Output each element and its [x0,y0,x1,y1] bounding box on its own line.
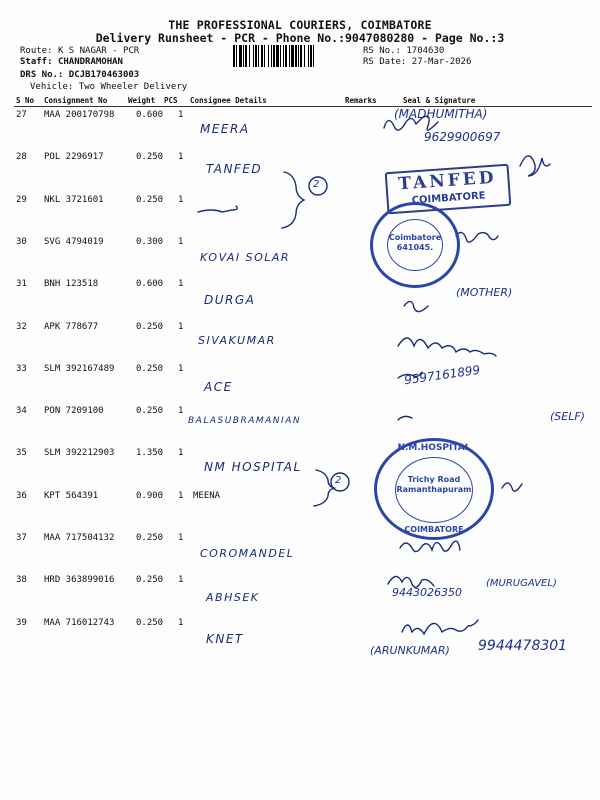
rs-date-label: RS Date: [363,57,407,67]
row-weight: 0.250 [136,406,164,417]
row-handwritten-consignee: KNET [206,631,244,646]
signature-28 [520,156,550,176]
row-sno: 33 [16,363,27,374]
hw-sig38-name: (MURUGAVEL) [486,578,557,589]
row-weight: 0.250 [136,152,164,163]
tanfed-stamp-name: TANFED [397,167,498,195]
company-title: THE PROFESSIONAL COURIERS, COIMBATORE [168,18,432,32]
row-handwritten-consignee: ABHSEK [206,591,260,605]
row-consignment-no: MAA 716012743 [44,617,115,628]
row-weight: 0.250 [136,617,164,628]
row-handwritten-consignee: COROMANDEL [200,547,295,560]
staff-label: Staff: [20,57,53,67]
row-weight: 1.350 [136,448,164,459]
col-consignee: Consignee Details [190,96,267,105]
col-pcs: PCS [164,96,178,105]
row-handwritten-consignee: SIVAKUMAR [198,333,276,347]
row-weight: 0.300 [136,236,164,247]
row-handwritten-consignee: BALASUBRAMANIAN [188,416,302,427]
row-pcs: 1 [178,533,184,543]
hw-sig38-phone: 9443026350 [392,586,462,599]
row-pcs: 1 [178,490,184,501]
nm-seal-line2: Ramanthapuram [396,485,472,494]
signature-32 [398,338,496,356]
row-sno: 29 [16,194,27,205]
col-consignment: Consignment No [44,96,108,105]
nm-hospital-seal [374,438,494,540]
row-consignment-no: MAA 200170798 [44,110,115,120]
row-pcs: 1 [178,406,184,417]
row-sno: 39 [16,617,27,628]
col-sno: S No [16,96,35,105]
col-weight: Weight [128,96,156,105]
vehicle-label: Vehicle: [30,82,74,92]
tanfed-stamp-city: COIMBATORE [411,190,486,207]
row-consignment-no: KPT 564391 [44,490,99,501]
dash-29 [198,206,237,212]
nm-seal-line1: Trichy Road [407,475,461,484]
row-sno: 36 [16,490,27,501]
row-sno: 38 [16,575,27,586]
row-consignee: MEENA [193,490,221,501]
row-consignment-no: NKL 3721601 [44,194,104,205]
row-weight: 0.600 [136,110,164,120]
row-sno: 28 [16,152,27,163]
runsheet-subtitle: Delivery Runsheet - PCR - Phone No.:9047080280 - Page No.:3 [95,31,505,45]
drs-label: DRS No.: [20,70,64,80]
hw-sig27-name: (MADHUMITHA) [394,107,488,121]
row-sno: 34 [16,406,27,417]
col-seal: Seal & Signature [403,96,476,105]
nm-seal-bottom-text: COIMBATORE [404,525,464,534]
rs-date-value: 27-Mar-2026 [411,57,472,67]
row-pcs: 1 [178,617,184,628]
signature-37 [400,541,460,551]
hw-sig27-phone: 9629900697 [424,130,501,144]
row-sno: 31 [16,279,27,290]
row-pcs: 1 [178,575,184,586]
nm-seal-address [395,475,473,495]
staff-value: CHANDRAMOHAN [57,57,123,67]
row-weight: 0.250 [136,321,164,332]
drs-value: DCJB170463003 [68,70,140,80]
row-weight: 0.250 [136,533,164,543]
signature-30 [456,232,498,242]
row-handwritten-consignee: NM HOSPITAL [204,460,302,475]
row-sno: 37 [16,533,27,543]
row-handwritten-consignee: TANFED [206,162,263,177]
row-consignment-no: APK 778677 [44,321,99,332]
row-weight: 0.600 [136,279,164,290]
hw-group-mark-35: 2 [335,475,342,486]
row-weight: 0.250 [136,194,164,205]
col-remarks: Remarks [345,96,377,105]
hw-group-mark-28: 2 [313,179,320,190]
brace-28-29 [282,172,304,228]
row-consignment-no: BNH 123518 [44,279,99,290]
row-weight: 0.250 [136,363,164,374]
row-pcs: 1 [178,236,184,247]
tanfed-seal-text [387,233,443,253]
row-consignment-no: POL 2296917 [44,152,104,163]
row-handwritten-consignee: ACE [204,379,233,394]
hw-sig33-phone: 9597161899 [403,362,481,388]
rs-no-label: RS No.: [363,46,401,56]
hw-sig31-note: (MOTHER) [456,286,513,299]
brace-35-36 [314,470,334,506]
row-consignment-no: SLM 392212903 [44,448,115,459]
tanfed-seal-city: Coimbatore [388,233,442,242]
signature-31 [404,301,428,311]
row-pcs: 1 [178,110,184,120]
signature-34 [398,416,412,420]
row-weight: 0.250 [136,575,164,586]
row-sno: 30 [16,236,27,247]
route-value: K S NAGAR - PCR [57,46,140,56]
hw-sig39-phone: 9944478301 [478,638,568,654]
row-handwritten-consignee: KOVAI SOLAR [200,250,291,264]
row-pcs: 1 [178,152,184,163]
row-pcs: 1 [178,194,184,205]
vehicle-value: Two Wheeler Delivery [78,82,188,92]
row-consignment-no: MAA 717504132 [44,533,115,543]
row-pcs: 1 [178,321,184,332]
signature-36 [502,483,522,491]
row-pcs: 1 [178,279,184,290]
row-consignment-no: SLM 392167489 [44,363,115,374]
rs-no-value: 1704630 [406,46,445,56]
hw-sig34-note: (SELF) [550,410,585,423]
row-handwritten-consignee: DURGA [204,293,256,308]
nm-seal-ring-text: N.M.HOSPITAL [397,443,471,453]
row-handwritten-consignee: MEERA [200,122,250,136]
row-consignment-no: HRD 363899016 [44,575,115,586]
hw-sig39-name: (ARUNKUMAR) [370,644,450,657]
row-sno: 35 [16,448,27,459]
signature-39 [402,620,478,634]
row-pcs: 1 [178,448,184,459]
row-pcs: 1 [178,363,184,374]
tanfed-seal-pin: 641045. [396,243,434,252]
row-sno: 27 [16,110,27,120]
row-consignment-no: SVG 4794019 [44,236,104,247]
route-label: Route: [20,46,53,56]
tanfed-round-seal [370,202,460,288]
row-sno: 32 [16,321,27,332]
row-consignment-no: PON 7209100 [44,406,104,417]
row-weight: 0.900 [136,490,164,501]
